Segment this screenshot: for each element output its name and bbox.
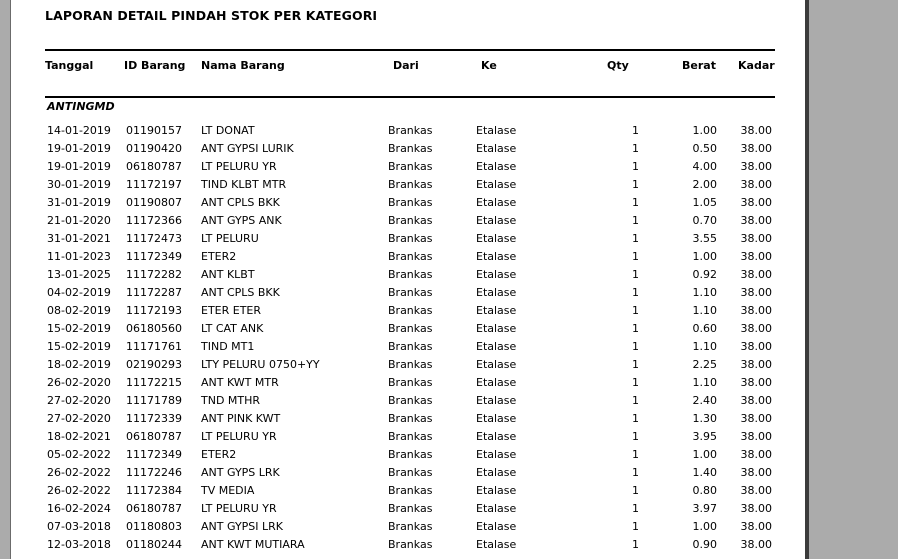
table-row [11,214,805,232]
cell-id-barang: 11172349 [126,448,182,461]
table-row [11,304,805,322]
viewer-left-margin [0,0,11,559]
table-row [11,394,805,412]
cell-dari: Brankas [388,214,433,227]
cell-nama-barang: LT PELURU [201,232,259,245]
table-row [11,484,805,502]
cell-berat: 0.70 [692,214,717,227]
cell-berat: 0.90 [692,538,717,551]
cell-id-barang: 01190807 [126,196,182,209]
cell-nama-barang: ANT CPLS BKK [201,196,280,209]
cell-dari: Brankas [388,520,433,533]
cell-tanggal: 27-02-2020 [47,394,111,407]
cell-ke: Etalase [476,340,517,353]
cell-dari: Brankas [388,502,433,515]
cell-id-barang: 11172287 [126,286,182,299]
cell-qty: 1 [632,232,639,245]
cell-id-barang: 06180560 [126,322,182,335]
cell-berat: 1.00 [692,448,717,461]
cell-dari: Brankas [388,142,433,155]
cell-nama-barang: LTY PELURU 0750+YY [201,358,320,371]
cell-ke: Etalase [476,448,517,461]
table-row [11,250,805,268]
cell-qty: 1 [632,394,639,407]
cell-qty: 1 [632,304,639,317]
cell-berat: 1.00 [692,124,717,137]
cell-berat: 4.00 [692,160,717,173]
cell-dari: Brankas [388,268,433,281]
cell-ke: Etalase [476,232,517,245]
cell-tanggal: 19-01-2019 [47,142,111,155]
cell-berat: 1.10 [692,340,717,353]
cell-kadar: 38.00 [740,484,772,497]
table-row [11,538,805,556]
cell-id-barang: 11171761 [126,340,182,353]
cell-ke: Etalase [476,304,517,317]
cell-qty: 1 [632,502,639,515]
cell-dari: Brankas [388,124,433,137]
cell-tanggal: 11-01-2023 [47,250,111,263]
cell-berat: 1.05 [692,196,717,209]
cell-kadar: 38.00 [740,124,772,137]
cell-tanggal: 27-02-2020 [47,412,111,425]
cell-berat: 2.25 [692,358,717,371]
cell-kadar: 38.00 [740,304,772,317]
cell-qty: 1 [632,484,639,497]
cell-qty: 1 [632,268,639,281]
cell-dari: Brankas [388,304,433,317]
page-shadow [805,0,809,559]
cell-ke: Etalase [476,538,517,551]
cell-id-barang: 11172282 [126,268,182,281]
column-header-kadar: Kadar [738,59,775,72]
cell-nama-barang: ANT GYPS LRK [201,466,280,479]
cell-id-barang: 01180803 [126,520,182,533]
table-row [11,268,805,286]
cell-nama-barang: LT PELURU YR [201,160,277,173]
cell-dari: Brankas [388,484,433,497]
table-row [11,430,805,448]
cell-id-barang: 01180244 [126,538,182,551]
cell-tanggal: 19-01-2019 [47,160,111,173]
cell-id-barang: 11172193 [126,304,182,317]
table-row [11,196,805,214]
cell-nama-barang: LT DONAT [201,124,255,137]
cell-berat: 1.10 [692,376,717,389]
cell-kadar: 38.00 [740,502,772,515]
cell-nama-barang: ANT KLBT [201,268,255,281]
cell-ke: Etalase [476,376,517,389]
cell-qty: 1 [632,322,639,335]
table-row [11,340,805,358]
cell-kadar: 38.00 [740,538,772,551]
cell-ke: Etalase [476,160,517,173]
cell-nama-barang: LT PELURU YR [201,430,277,443]
cell-dari: Brankas [388,538,433,551]
cell-tanggal: 31-01-2019 [47,196,111,209]
cell-ke: Etalase [476,412,517,425]
table-row [11,124,805,142]
cell-nama-barang: TIND KLBT MTR [201,178,287,191]
cell-nama-barang: ANT KWT MUTIARA [201,538,305,551]
column-header-id-barang: ID Barang [124,59,186,72]
cell-dari: Brankas [388,430,433,443]
cell-nama-barang: LT CAT ANK [201,322,264,335]
cell-dari: Brankas [388,250,433,263]
table-row [11,322,805,340]
cell-kadar: 38.00 [740,232,772,245]
cell-kadar: 38.00 [740,178,772,191]
cell-dari: Brankas [388,448,433,461]
cell-nama-barang: ETER ETER [201,304,262,317]
cell-qty: 1 [632,412,639,425]
cell-berat: 3.97 [692,502,717,515]
cell-nama-barang: TND MTHR [201,394,261,407]
cell-berat: 1.30 [692,412,717,425]
column-header-nama-barang: Nama Barang [201,59,285,72]
cell-qty: 1 [632,196,639,209]
cell-kadar: 38.00 [740,520,772,533]
cell-ke: Etalase [476,214,517,227]
cell-tanggal: 26-02-2022 [47,466,111,479]
cell-qty: 1 [632,448,639,461]
cell-qty: 1 [632,538,639,551]
cell-tanggal: 08-02-2019 [47,304,111,317]
cell-ke: Etalase [476,178,517,191]
cell-nama-barang: ANT GYPSI LURIK [201,142,294,155]
cell-kadar: 38.00 [740,142,772,155]
cell-nama-barang: ANT CPLS BKK [201,286,280,299]
cell-dari: Brankas [388,178,433,191]
cell-tanggal: 05-02-2022 [47,448,111,461]
cell-berat: 1.00 [692,520,717,533]
cell-dari: Brankas [388,466,433,479]
cell-id-barang: 06180787 [126,160,182,173]
cell-tanggal: 31-01-2021 [47,232,111,245]
cell-berat: 2.00 [692,178,717,191]
cell-kadar: 38.00 [740,466,772,479]
cell-kadar: 38.00 [740,214,772,227]
cell-berat: 3.55 [692,232,717,245]
header-bottom-rule [45,96,775,98]
cell-ke: Etalase [476,394,517,407]
cell-nama-barang: TIND MT1 [201,340,255,353]
cell-berat: 0.92 [692,268,717,281]
table-row [11,376,805,394]
table-row [11,160,805,178]
cell-tanggal: 26-02-2022 [47,484,111,497]
table-row [11,520,805,538]
cell-tanggal: 12-03-2018 [47,538,111,551]
cell-berat: 1.10 [692,304,717,317]
column-header-ke: Ke [481,59,497,72]
cell-qty: 1 [632,142,639,155]
cell-kadar: 38.00 [740,412,772,425]
cell-id-barang: 11172349 [126,250,182,263]
cell-dari: Brankas [388,340,433,353]
cell-tanggal: 04-02-2019 [47,286,111,299]
column-header-qty: Qty [607,59,629,72]
table-row [11,286,805,304]
cell-qty: 1 [632,340,639,353]
header-top-rule [45,49,775,51]
cell-ke: Etalase [476,502,517,515]
table-row [11,502,805,520]
cell-tanggal: 07-03-2018 [47,520,111,533]
cell-tanggal: 15-02-2019 [47,322,111,335]
report-rows [11,124,805,556]
cell-tanggal: 30-01-2019 [47,178,111,191]
cell-dari: Brankas [388,394,433,407]
column-header-dari: Dari [393,59,419,72]
table-row [11,178,805,196]
cell-kadar: 38.00 [740,340,772,353]
cell-berat: 0.60 [692,322,717,335]
cell-id-barang: 01190420 [126,142,182,155]
cell-nama-barang: ETER2 [201,250,237,263]
cell-kadar: 38.00 [740,196,772,209]
cell-berat: 0.50 [692,142,717,155]
table-row [11,142,805,160]
cell-ke: Etalase [476,484,517,497]
cell-dari: Brankas [388,358,433,371]
cell-ke: Etalase [476,520,517,533]
cell-id-barang: 06180787 [126,502,182,515]
cell-dari: Brankas [388,232,433,245]
cell-dari: Brankas [388,412,433,425]
cell-tanggal: 21-01-2020 [47,214,111,227]
cell-nama-barang: LT PELURU YR [201,502,277,515]
cell-id-barang: 11172366 [126,214,182,227]
cell-qty: 1 [632,430,639,443]
cell-berat: 2.40 [692,394,717,407]
cell-qty: 1 [632,214,639,227]
cell-nama-barang: ANT PINK KWT [201,412,281,425]
cell-dari: Brankas [388,196,433,209]
cell-id-barang: 11172339 [126,412,182,425]
cell-tanggal: 26-02-2020 [47,376,111,389]
cell-ke: Etalase [476,196,517,209]
cell-qty: 1 [632,124,639,137]
cell-dari: Brankas [388,160,433,173]
cell-id-barang: 02190293 [126,358,182,371]
cell-qty: 1 [632,250,639,263]
cell-tanggal: 14-01-2019 [47,124,111,137]
cell-id-barang: 11172473 [126,232,182,245]
cell-id-barang: 11172215 [126,376,182,389]
cell-dari: Brankas [388,322,433,335]
cell-ke: Etalase [476,430,517,443]
cell-tanggal: 15-02-2019 [47,340,111,353]
table-row [11,466,805,484]
cell-kadar: 38.00 [740,394,772,407]
cell-kadar: 38.00 [740,376,772,389]
cell-ke: Etalase [476,250,517,263]
cell-qty: 1 [632,520,639,533]
cell-kadar: 38.00 [740,430,772,443]
cell-id-barang: 11172246 [126,466,182,479]
cell-tanggal: 16-02-2024 [47,502,111,515]
cell-kadar: 38.00 [740,160,772,173]
table-row [11,232,805,250]
cell-qty: 1 [632,376,639,389]
cell-qty: 1 [632,358,639,371]
table-row [11,412,805,430]
cell-id-barang: 06180787 [126,430,182,443]
cell-tanggal: 18-02-2019 [47,358,111,371]
cell-ke: Etalase [476,286,517,299]
cell-berat: 1.40 [692,466,717,479]
category-label: ANTINGMD [47,100,115,113]
cell-id-barang: 11172197 [126,178,182,191]
cell-kadar: 38.00 [740,286,772,299]
table-row [11,358,805,376]
cell-berat: 1.00 [692,250,717,263]
cell-berat: 3.95 [692,430,717,443]
cell-ke: Etalase [476,142,517,155]
cell-dari: Brankas [388,286,433,299]
cell-nama-barang: ANT KWT MTR [201,376,279,389]
report-title: LAPORAN DETAIL PINDAH STOK PER KATEGORI [45,8,378,23]
cell-qty: 1 [632,286,639,299]
cell-tanggal: 13-01-2025 [47,268,111,281]
cell-nama-barang: ANT GYPSI LRK [201,520,284,533]
cell-ke: Etalase [476,322,517,335]
cell-kadar: 38.00 [740,250,772,263]
cell-qty: 1 [632,160,639,173]
cell-ke: Etalase [476,358,517,371]
cell-nama-barang: TV MEDIA [201,484,255,497]
cell-id-barang: 11172384 [126,484,182,497]
cell-berat: 1.10 [692,286,717,299]
cell-dari: Brankas [388,376,433,389]
cell-qty: 1 [632,178,639,191]
cell-kadar: 38.00 [740,448,772,461]
cell-kadar: 38.00 [740,322,772,335]
cell-tanggal: 18-02-2021 [47,430,111,443]
cell-nama-barang: ANT GYPS ANK [201,214,282,227]
cell-ke: Etalase [476,124,517,137]
report-page[interactable] [11,0,805,559]
cell-id-barang: 01190157 [126,124,182,137]
column-header-tanggal: Tanggal [45,59,94,72]
table-row [11,448,805,466]
cell-ke: Etalase [476,268,517,281]
cell-qty: 1 [632,466,639,479]
cell-kadar: 38.00 [740,358,772,371]
cell-id-barang: 11171789 [126,394,182,407]
cell-kadar: 38.00 [740,268,772,281]
cell-ke: Etalase [476,466,517,479]
cell-berat: 0.80 [692,484,717,497]
cell-nama-barang: ETER2 [201,448,237,461]
column-header-berat: Berat [682,59,716,72]
